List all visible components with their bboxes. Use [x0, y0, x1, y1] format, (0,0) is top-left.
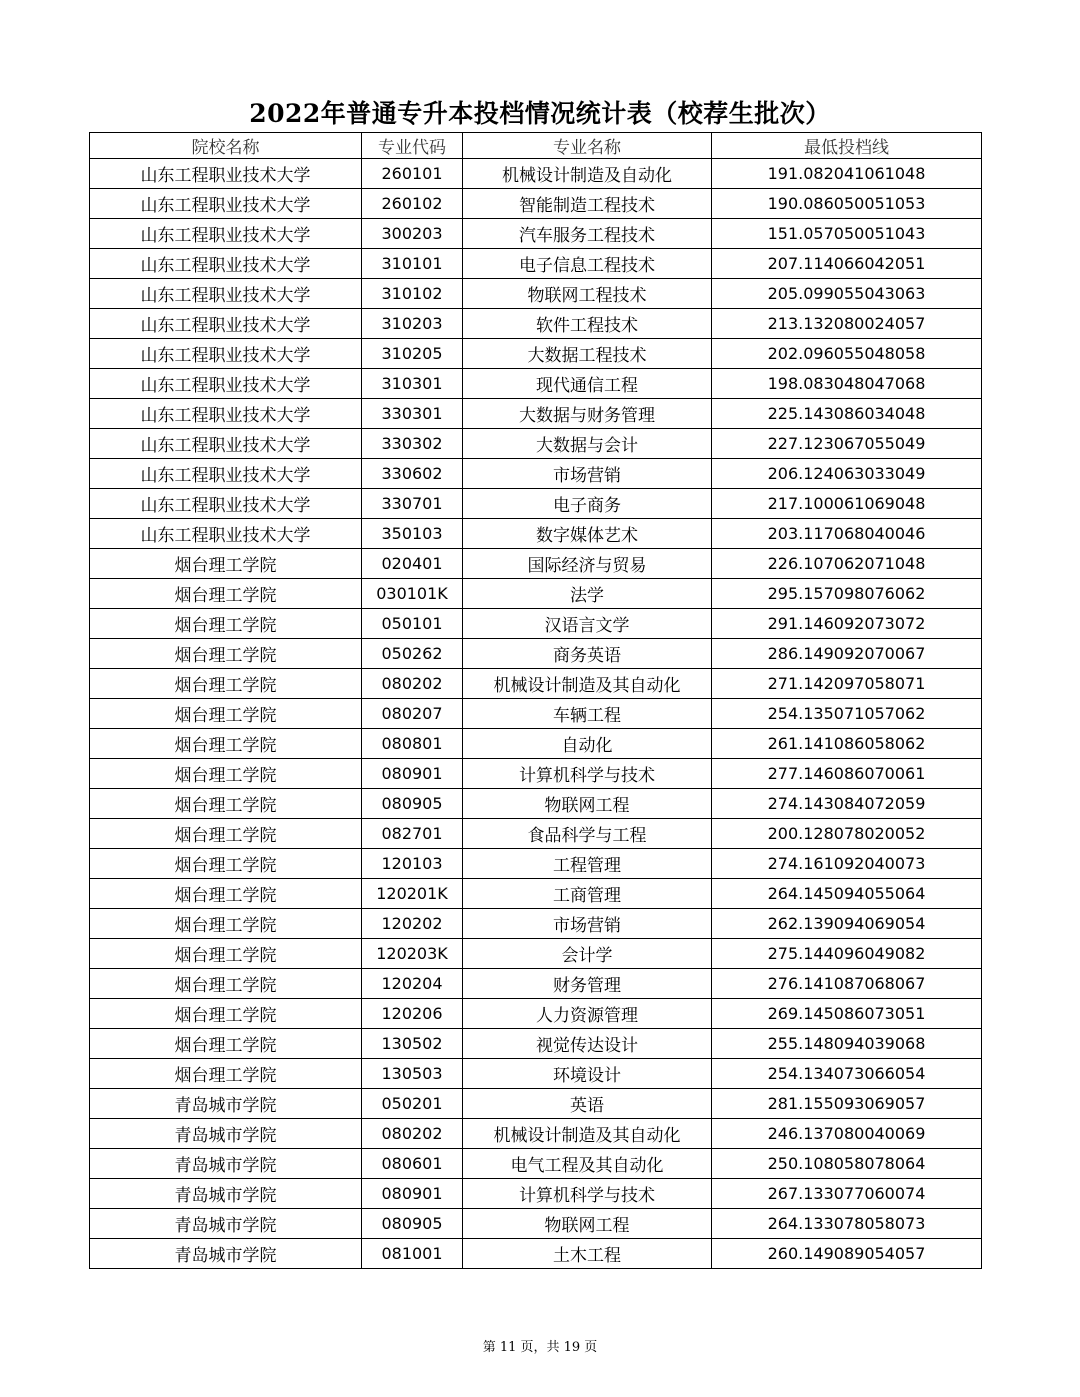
table-row: [90, 309, 982, 339]
school-name-cell: 烟台理工学院: [90, 789, 362, 819]
min-score-cell: 271.142097058071: [712, 669, 982, 699]
major-code-cell: 120202: [362, 909, 463, 939]
school-name-cell: 烟台理工学院: [90, 639, 362, 669]
min-score-cell: 205.099055043063: [712, 279, 982, 309]
min-score-cell: 198.083048047068: [712, 369, 982, 399]
table-row: [90, 429, 982, 459]
major-name-cell: 会计学: [463, 939, 712, 969]
table-row: [90, 879, 982, 909]
major-code-cell: 310301: [362, 369, 463, 399]
major-name-cell: 食品科学与工程: [463, 819, 712, 849]
page-title: 2022年普通专升本投档情况统计表（校荐生批次）: [249, 99, 831, 128]
school-name-cell: 烟台理工学院: [90, 1059, 362, 1089]
min-score-cell: 264.145094055064: [712, 879, 982, 909]
header-major-code: 专业代码: [362, 133, 463, 159]
major-name-cell: 汽车服务工程技术: [463, 219, 712, 249]
major-name-cell: 工商管理: [463, 879, 712, 909]
table-row: [90, 519, 982, 549]
min-score-cell: 217.100061069048: [712, 489, 982, 519]
major-code-cell: 080601: [362, 1149, 463, 1179]
table-row: [90, 219, 982, 249]
table-row: [90, 1239, 982, 1269]
table-row: [90, 159, 982, 189]
school-name-cell: 烟台理工学院: [90, 939, 362, 969]
school-name-cell: 青岛城市学院: [90, 1179, 362, 1209]
min-score-cell: 277.146086070061: [712, 759, 982, 789]
table-row: [90, 369, 982, 399]
major-name-cell: 电子商务: [463, 489, 712, 519]
min-score-cell: 200.128078020052: [712, 819, 982, 849]
major-code-cell: 080905: [362, 1209, 463, 1239]
major-code-cell: 310205: [362, 339, 463, 369]
table-row: [90, 999, 982, 1029]
table-row: [90, 1149, 982, 1179]
table-body: [90, 159, 982, 1269]
school-name-cell: 青岛城市学院: [90, 1209, 362, 1239]
table-row: [90, 969, 982, 999]
min-score-cell: 267.133077060074: [712, 1179, 982, 1209]
major-name-cell: 机械设计制造及其自动化: [463, 1119, 712, 1149]
header-row: [90, 133, 982, 159]
min-score-cell: 207.114066042051: [712, 249, 982, 279]
table-row: [90, 399, 982, 429]
table-row: [90, 609, 982, 639]
major-name-cell: 车辆工程: [463, 699, 712, 729]
major-code-cell: 020401: [362, 549, 463, 579]
school-name-cell: 山东工程职业技术大学: [90, 189, 362, 219]
major-name-cell: 视觉传达设计: [463, 1029, 712, 1059]
major-code-cell: 260102: [362, 189, 463, 219]
major-code-cell: 310203: [362, 309, 463, 339]
min-score-cell: 281.155093069057: [712, 1089, 982, 1119]
major-code-cell: 081001: [362, 1239, 463, 1269]
major-code-cell: 310102: [362, 279, 463, 309]
table-row: [90, 1029, 982, 1059]
min-score-cell: 246.137080040069: [712, 1119, 982, 1149]
school-name-cell: 烟台理工学院: [90, 729, 362, 759]
major-name-cell: 国际经济与贸易: [463, 549, 712, 579]
major-name-cell: 商务英语: [463, 639, 712, 669]
school-name-cell: 青岛城市学院: [90, 1089, 362, 1119]
school-name-cell: 山东工程职业技术大学: [90, 489, 362, 519]
major-code-cell: 080202: [362, 669, 463, 699]
min-score-cell: 250.108058078064: [712, 1149, 982, 1179]
major-code-cell: 350103: [362, 519, 463, 549]
school-name-cell: 山东工程职业技术大学: [90, 429, 362, 459]
min-score-cell: 261.141086058062: [712, 729, 982, 759]
header-major-name: 专业名称: [463, 133, 712, 159]
major-name-cell: 自动化: [463, 729, 712, 759]
major-name-cell: 机械设计制造及自动化: [463, 159, 712, 189]
major-name-cell: 大数据与会计: [463, 429, 712, 459]
table-row: [90, 909, 982, 939]
school-name-cell: 山东工程职业技术大学: [90, 399, 362, 429]
min-score-cell: 264.133078058073: [712, 1209, 982, 1239]
table-row: [90, 819, 982, 849]
table-row: [90, 1089, 982, 1119]
min-score-cell: 260.149089054057: [712, 1239, 982, 1269]
header-school-name: 院校名称: [90, 133, 362, 159]
school-name-cell: 山东工程职业技术大学: [90, 159, 362, 189]
major-code-cell: 080901: [362, 1179, 463, 1209]
min-score-cell: 276.141087068067: [712, 969, 982, 999]
school-name-cell: 青岛城市学院: [90, 1119, 362, 1149]
major-name-cell: 计算机科学与技术: [463, 1179, 712, 1209]
major-name-cell: 现代通信工程: [463, 369, 712, 399]
major-code-cell: 080901: [362, 759, 463, 789]
min-score-cell: 190.086050051053: [712, 189, 982, 219]
min-score-cell: 274.143084072059: [712, 789, 982, 819]
school-name-cell: 烟台理工学院: [90, 849, 362, 879]
school-name-cell: 山东工程职业技术大学: [90, 459, 362, 489]
min-score-cell: 286.149092070067: [712, 639, 982, 669]
major-code-cell: 050201: [362, 1089, 463, 1119]
major-name-cell: 机械设计制造及其自动化: [463, 669, 712, 699]
table-row: [90, 669, 982, 699]
school-name-cell: 青岛城市学院: [90, 1239, 362, 1269]
school-name-cell: 山东工程职业技术大学: [90, 279, 362, 309]
table-row: [90, 489, 982, 519]
major-name-cell: 大数据与财务管理: [463, 399, 712, 429]
min-score-cell: 206.124063033049: [712, 459, 982, 489]
school-name-cell: 山东工程职业技术大学: [90, 519, 362, 549]
major-code-cell: 120206: [362, 999, 463, 1029]
table-row: [90, 579, 982, 609]
school-name-cell: 烟台理工学院: [90, 669, 362, 699]
min-score-cell: 225.143086034048: [712, 399, 982, 429]
major-code-cell: 130502: [362, 1029, 463, 1059]
min-score-cell: 254.135071057062: [712, 699, 982, 729]
major-code-cell: 050101: [362, 609, 463, 639]
major-code-cell: 260101: [362, 159, 463, 189]
min-score-cell: 295.157098076062: [712, 579, 982, 609]
min-score-cell: 191.082041061048: [712, 159, 982, 189]
school-name-cell: 烟台理工学院: [90, 759, 362, 789]
school-name-cell: 山东工程职业技术大学: [90, 369, 362, 399]
table-row: [90, 849, 982, 879]
table-row: [90, 639, 982, 669]
major-code-cell: 330602: [362, 459, 463, 489]
school-name-cell: 烟台理工学院: [90, 819, 362, 849]
major-code-cell: 330301: [362, 399, 463, 429]
major-code-cell: 082701: [362, 819, 463, 849]
min-score-cell: 203.117068040046: [712, 519, 982, 549]
table-row: [90, 939, 982, 969]
table-row: [90, 729, 982, 759]
min-score-cell: 213.132080024057: [712, 309, 982, 339]
major-name-cell: 电气工程及其自动化: [463, 1149, 712, 1179]
table-row: [90, 279, 982, 309]
min-score-cell: 269.145086073051: [712, 999, 982, 1029]
table-row: [90, 249, 982, 279]
header-min-score: 最低投档线: [712, 133, 982, 159]
school-name-cell: 山东工程职业技术大学: [90, 309, 362, 339]
major-name-cell: 市场营销: [463, 909, 712, 939]
major-name-cell: 英语: [463, 1089, 712, 1119]
major-code-cell: 050262: [362, 639, 463, 669]
table-row: [90, 1059, 982, 1089]
min-score-cell: 151.057050051043: [712, 219, 982, 249]
school-name-cell: 烟台理工学院: [90, 699, 362, 729]
admission-table: [89, 132, 982, 1269]
min-score-cell: 226.107062071048: [712, 549, 982, 579]
table-row: [90, 1209, 982, 1239]
major-name-cell: 数字媒体艺术: [463, 519, 712, 549]
min-score-cell: 255.148094039068: [712, 1029, 982, 1059]
school-name-cell: 烟台理工学院: [90, 969, 362, 999]
major-code-cell: 030101K: [362, 579, 463, 609]
table-row: [90, 789, 982, 819]
major-name-cell: 计算机科学与技术: [463, 759, 712, 789]
major-name-cell: 环境设计: [463, 1059, 712, 1089]
table-row: [90, 189, 982, 219]
major-name-cell: 工程管理: [463, 849, 712, 879]
min-score-cell: 291.146092073072: [712, 609, 982, 639]
major-code-cell: 310101: [362, 249, 463, 279]
major-name-cell: 法学: [463, 579, 712, 609]
min-score-cell: 262.139094069054: [712, 909, 982, 939]
major-code-cell: 130503: [362, 1059, 463, 1089]
major-code-cell: 120203K: [362, 939, 463, 969]
major-name-cell: 物联网工程: [463, 1209, 712, 1239]
table-row: [90, 1119, 982, 1149]
school-name-cell: 烟台理工学院: [90, 1029, 362, 1059]
school-name-cell: 山东工程职业技术大学: [90, 219, 362, 249]
major-name-cell: 物联网工程: [463, 789, 712, 819]
major-code-cell: 080202: [362, 1119, 463, 1149]
page-number: 第 11 页，共 19 页: [482, 1340, 598, 1355]
major-name-cell: 物联网工程技术: [463, 279, 712, 309]
table-row: [90, 339, 982, 369]
major-name-cell: 财务管理: [463, 969, 712, 999]
school-name-cell: 山东工程职业技术大学: [90, 339, 362, 369]
major-name-cell: 市场营销: [463, 459, 712, 489]
major-name-cell: 人力资源管理: [463, 999, 712, 1029]
min-score-cell: 275.144096049082: [712, 939, 982, 969]
school-name-cell: 青岛城市学院: [90, 1149, 362, 1179]
min-score-cell: 274.161092040073: [712, 849, 982, 879]
major-code-cell: 120103: [362, 849, 463, 879]
major-code-cell: 330701: [362, 489, 463, 519]
major-code-cell: 330302: [362, 429, 463, 459]
table-row: [90, 699, 982, 729]
major-code-cell: 080207: [362, 699, 463, 729]
major-name-cell: 电子信息工程技术: [463, 249, 712, 279]
school-name-cell: 烟台理工学院: [90, 909, 362, 939]
major-code-cell: 080905: [362, 789, 463, 819]
major-name-cell: 汉语言文学: [463, 609, 712, 639]
major-name-cell: 土木工程: [463, 1239, 712, 1269]
school-name-cell: 烟台理工学院: [90, 609, 362, 639]
min-score-cell: 254.134073066054: [712, 1059, 982, 1089]
school-name-cell: 烟台理工学院: [90, 579, 362, 609]
school-name-cell: 山东工程职业技术大学: [90, 249, 362, 279]
table-row: [90, 1179, 982, 1209]
school-name-cell: 烟台理工学院: [90, 999, 362, 1029]
school-name-cell: 烟台理工学院: [90, 879, 362, 909]
table-row: [90, 459, 982, 489]
school-name-cell: 烟台理工学院: [90, 549, 362, 579]
major-code-cell: 120204: [362, 969, 463, 999]
table-row: [90, 549, 982, 579]
major-name-cell: 软件工程技术: [463, 309, 712, 339]
table-row: [90, 759, 982, 789]
min-score-cell: 202.096055048058: [712, 339, 982, 369]
min-score-cell: 227.123067055049: [712, 429, 982, 459]
major-code-cell: 120201K: [362, 879, 463, 909]
major-name-cell: 大数据工程技术: [463, 339, 712, 369]
table-header: [90, 133, 982, 159]
major-code-cell: 300203: [362, 219, 463, 249]
major-code-cell: 080801: [362, 729, 463, 759]
major-name-cell: 智能制造工程技术: [463, 189, 712, 219]
